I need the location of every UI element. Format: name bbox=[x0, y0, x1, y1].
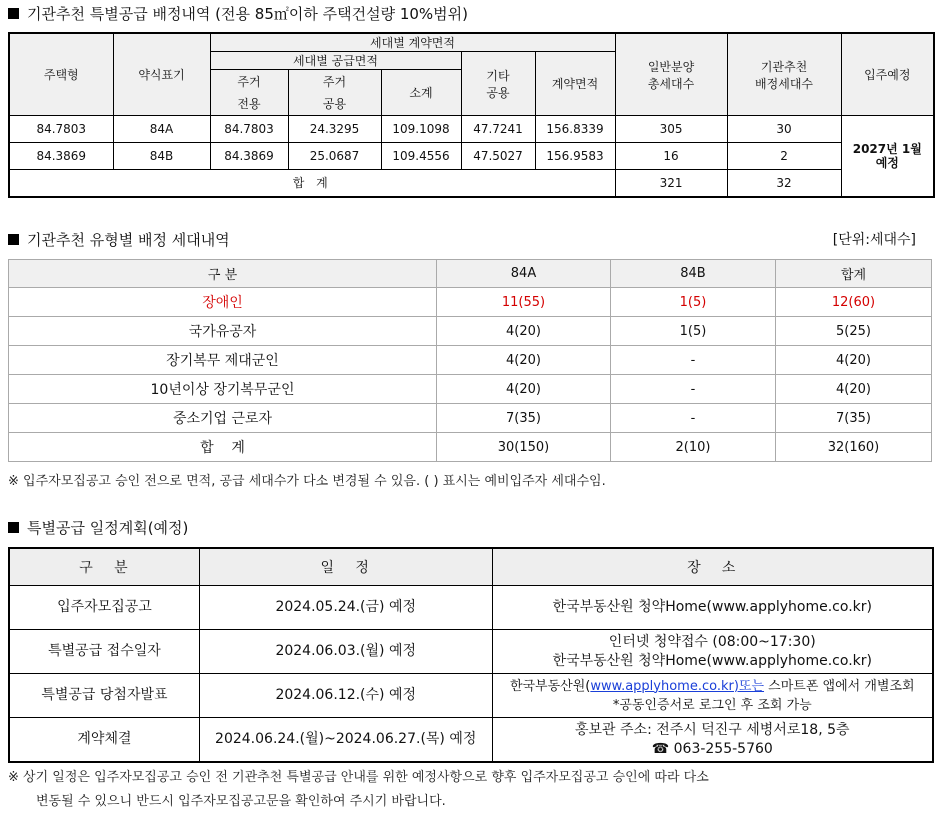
table-row: 계약체결 2024.06.24.(월)~2024.06.27.(목) 예정 홍보관 주소: 전주시 덕진구 세병서로18, 5층 ☎ 063-255-5760 bbox=[9, 718, 933, 763]
table-row: 국가유공자 4(20) 1(5) 5(25) bbox=[9, 317, 932, 346]
square-bullet-icon bbox=[8, 8, 19, 19]
total-row: 합 계 30(150) 2(10) 32(160) bbox=[9, 433, 932, 462]
square-bullet-icon bbox=[8, 522, 19, 533]
type-allocation-table: 구 분 84A 84B 합계 장애인 11(55) 1(5) 12(60) 국가유공자 4(20) 1(5) 5(25) 장기복무 제대군인 4(20) - 4(20) 10년이상 장기복무군인 4(20) - 4(20) 중소기업 근로자 7(35) - 7(35) 합 계 30(150) 2(10) 32(160) bbox=[8, 259, 932, 462]
phone-icon: ☎ bbox=[651, 740, 670, 757]
header-residential-common: 주거 공용 bbox=[288, 70, 381, 116]
table-row: 특별공급 접수일자 2024.06.03.(월) 예정 인터넷 청약접수 (08:00~17:30) 한국부동산원 청약Home(www.applyhome.co.kr) bbox=[9, 630, 933, 674]
header-contract-area: 계약면적 bbox=[535, 52, 615, 116]
header-house-type: 주택형 bbox=[9, 33, 113, 116]
section2-note: ※ 입주자모집공고 승인 전으로 면적, 공급 세대수가 다소 변경될 수 있음. ( ) 표시는 예비입주자 세대수임. bbox=[8, 474, 606, 489]
section2-title: 기관추천 유형별 배정 세대내역 bbox=[8, 230, 230, 250]
section1-title: 기관추천 특별공급 배정내역 (전용 85㎡이하 주택건설량 10%범위) bbox=[8, 4, 468, 24]
table-row: 특별공급 당첨자발표 2024.06.12.(수) 예정 한국부동산원(www.applyhome.co.kr)또는 스마트폰 앱에서 개별조회 *공동인증서로 로그인 후 조회 가능 bbox=[9, 674, 933, 718]
header-contract-area-group: 세대별 계약면적 bbox=[210, 33, 615, 52]
section3-note-line1: ※ 상기 일정은 입주자모집공고 승인 전 기관추천 특별공급 안내를 위한 예정사항으로 향후 입주자모집공고 승인에 따라 다소 bbox=[8, 770, 709, 785]
header-abbr: 약식표기 bbox=[113, 33, 210, 116]
header-residential-exclusive: 주거 전용 bbox=[210, 70, 288, 116]
header-general-units: 일반분양 총세대수 bbox=[615, 33, 727, 116]
schedule-table: 구 분 일 정 장 소 입주자모집공고 2024.05.24.(금) 예정 한국부동산원 청약Home(www.applyhome.co.kr) 특별공급 접수일자 2024.06.03.(월) 예정 인터넷 청약접수 (08:00~17:30) 한국부동산원 청약Home(www.applyhome.co.kr) 특별공급 당첨자발표 2024.06.12.(수) 예정 한국부동산원(www.applyhome.co.kr)또는 스마트폰 앱에서 개별조회 *공동인증서로 로그인 후 조회 가능 계약체결 2024.06.24.(월)~2024.06.27.(목) 예정 홍보관 주소: 전주시 덕진구 세병서로18, 5층 ☎ 063-255-5760 bbox=[8, 547, 934, 763]
table-row: 장기복무 제대군인 4(20) - 4(20) bbox=[9, 346, 932, 375]
header-subtotal: 소계 bbox=[381, 70, 461, 116]
table-row: 84.3869 84B 84.3869 25.0687 109.4556 47.5027 156.9583 16 2 bbox=[9, 143, 934, 170]
move-in-value: 2027년 1월 예정 bbox=[841, 116, 934, 197]
header-other-common: 기타 공용 bbox=[461, 52, 535, 116]
allocation-table bbox=[8, 32, 935, 198]
table-row: 장애인 11(55) 1(5) 12(60) bbox=[9, 288, 932, 317]
table-row: 입주자모집공고 2024.05.24.(금) 예정 한국부동산원 청약Home(www.applyhome.co.kr) bbox=[9, 586, 933, 630]
header-supply-area-group: 세대별 공급면적 bbox=[210, 52, 461, 70]
phone-number: 063-255-5760 bbox=[673, 740, 773, 757]
table-row: 84.7803 84A 84.7803 24.3295 109.1098 47.7241 156.8339 305 30 2027년 1월 예정 bbox=[9, 116, 934, 143]
total-row: 합 계 321 32 bbox=[9, 170, 934, 197]
header-move-in: 입주예정 bbox=[841, 33, 934, 116]
table-row: 10년이상 장기복무군인 4(20) - 4(20) bbox=[9, 375, 932, 404]
header-inst-units: 기관추천 배정세대수 bbox=[727, 33, 841, 116]
section3-note-line2: 변동될 수 있으니 반드시 입주자모집공고문을 확인하여 주시기 바랍니다. bbox=[36, 794, 446, 809]
applyhome-link[interactable]: www.applyhome.co.kr)또는 bbox=[590, 678, 765, 694]
square-bullet-icon bbox=[8, 234, 19, 245]
table-row: 중소기업 근로자 7(35) - 7(35) bbox=[9, 404, 932, 433]
unit-label: [단위:세대수] bbox=[832, 232, 916, 248]
section3-title: 특별공급 일정계획(예정) bbox=[8, 518, 188, 538]
